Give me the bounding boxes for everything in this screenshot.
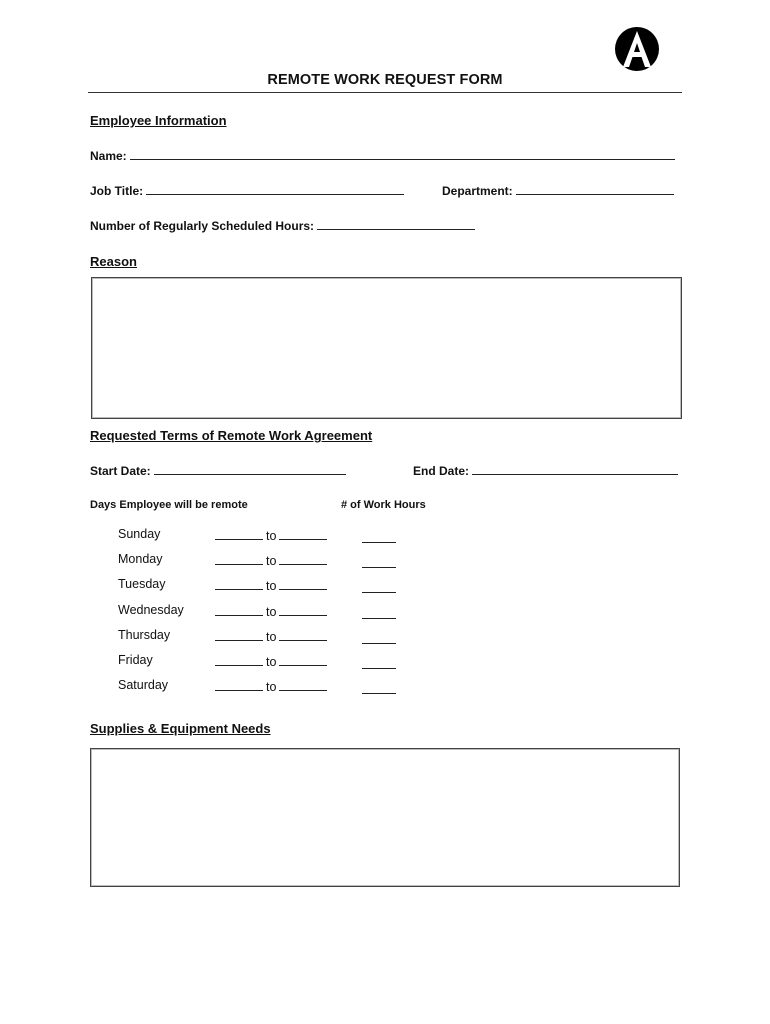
end-time-input-line[interactable]	[279, 554, 327, 565]
day-label: Wednesday	[118, 602, 184, 617]
work-hours-input-line[interactable]	[362, 608, 396, 619]
name-field-row	[90, 148, 675, 163]
to-label: to	[266, 629, 277, 644]
supplies-heading: Supplies & Equipment Needs	[90, 721, 271, 736]
days-remote-header: Days Employee will be remote	[90, 499, 248, 511]
start-date-row	[90, 463, 346, 478]
work-hours-cell	[362, 656, 396, 674]
work-hours-input-line[interactable]	[362, 633, 396, 644]
job-title-input-line[interactable]	[146, 183, 404, 195]
end-time-input-line[interactable]	[279, 605, 327, 616]
to-label: to	[266, 655, 277, 669]
end-time-input-line[interactable]	[279, 630, 327, 641]
work-hours-input-line[interactable]	[362, 683, 396, 694]
hours-row	[90, 218, 475, 233]
end-time-input-line[interactable]	[279, 579, 327, 590]
start-time-input-line[interactable]	[215, 655, 263, 666]
start-time-input-line[interactable]	[215, 579, 263, 590]
time-range	[215, 628, 327, 646]
start-time-input-line[interactable]	[215, 529, 263, 540]
end-time-input-line[interactable]	[279, 655, 327, 666]
day-label: Monday	[118, 552, 163, 567]
end-date-label: End Date:	[413, 464, 470, 478]
name-input-line[interactable]	[130, 148, 675, 160]
time-range	[215, 552, 327, 570]
end-date-input-line[interactable]	[472, 463, 678, 475]
end-time-input-line[interactable]	[279, 680, 327, 691]
work-hours-cell	[362, 555, 396, 573]
department-row	[442, 183, 674, 198]
day-label: Sunday	[118, 527, 161, 541]
department-label: Department:	[442, 184, 513, 198]
start-time-input-line[interactable]	[215, 630, 263, 641]
title-divider	[88, 92, 682, 93]
supplies-text-box[interactable]	[90, 748, 680, 887]
reason-text-box[interactable]	[91, 277, 682, 419]
start-time-input-line[interactable]	[215, 605, 263, 616]
employee-info-heading: Employee Information	[90, 113, 227, 128]
work-hours-cell	[362, 580, 396, 598]
work-hours-header: # of Work Hours	[341, 499, 426, 511]
terms-heading: Requested Terms of Remote Work Agreement	[90, 428, 373, 443]
job-title-label: Job Title:	[90, 184, 144, 198]
day-label: Tuesday	[118, 577, 166, 592]
day-label: Friday	[118, 653, 153, 667]
start-time-input-line[interactable]	[215, 554, 263, 565]
to-label: to	[266, 529, 277, 543]
end-date-row	[413, 463, 678, 478]
work-hours-cell	[362, 530, 396, 548]
work-hours-cell	[362, 606, 396, 624]
start-date-label: Start Date:	[90, 464, 151, 478]
work-hours-input-line[interactable]	[362, 557, 396, 568]
time-range	[215, 527, 327, 545]
a-circle-logo-icon	[614, 26, 660, 72]
day-label: Thursday	[118, 627, 171, 642]
start-date-input-line[interactable]	[154, 463, 346, 475]
name-label: Name:	[90, 149, 127, 163]
work-hours-input-line[interactable]	[362, 582, 396, 593]
department-input-line[interactable]	[516, 183, 674, 195]
end-time-input-line[interactable]	[279, 529, 327, 540]
to-label: to	[266, 604, 277, 619]
form-title: REMOTE WORK REQUEST FORM	[267, 72, 503, 88]
to-label: to	[266, 579, 277, 594]
reason-heading: Reason	[90, 254, 137, 269]
work-hours-input-line[interactable]	[362, 658, 396, 669]
time-range	[215, 678, 327, 696]
time-range	[215, 653, 327, 671]
time-range	[215, 577, 327, 595]
day-label: Saturday	[118, 678, 169, 693]
job-title-row	[90, 183, 404, 198]
to-label: to	[266, 680, 277, 695]
start-time-input-line[interactable]	[215, 680, 263, 691]
work-hours-input-line[interactable]	[362, 532, 396, 543]
work-hours-cell	[362, 631, 396, 649]
to-label: to	[266, 554, 277, 569]
time-range	[215, 603, 327, 621]
work-hours-cell	[362, 681, 396, 699]
hours-label: Number of Regularly Scheduled Hours:	[90, 219, 315, 233]
hours-input-line[interactable]	[317, 218, 475, 230]
